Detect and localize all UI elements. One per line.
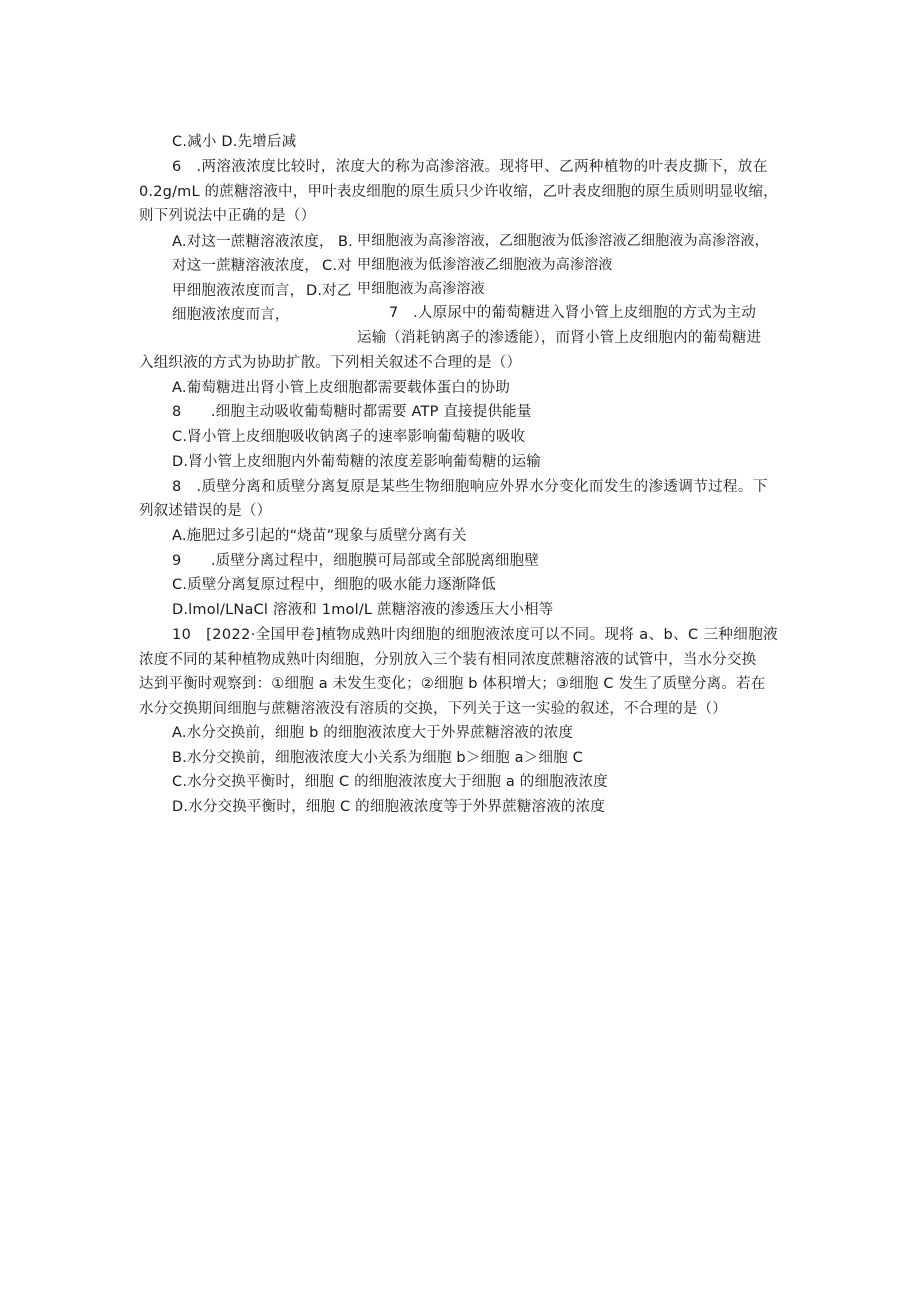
question-6-line: 6 .两溶液浓度比较时，浓度大的称为高渗溶液。现将甲、乙两种植物的叶表皮撕下，放在 xyxy=(172,159,768,175)
option-line: B.水分交换前，细胞液浓度大小关系为细胞 b＞细胞 a＞细胞 C xyxy=(172,750,583,766)
question-7-line: 运输（消耗钠离子的渗透能），而肾小管上皮细胞内的葡萄糖进 xyxy=(357,330,762,346)
question-7-line: 7 .人原尿中的葡萄糖进入肾小管上皮细胞的方式为主动 xyxy=(389,305,757,321)
option-line: A.施肥过多引起的“烧苗”现象与质壁分离有关 xyxy=(172,528,467,544)
option-text-fragment: 甲细胞液为高渗溶液 xyxy=(357,281,485,297)
option-line: D.水分交换平衡时，细胞 C 的细胞液浓度等于外界蔗糖溶液的浓度 xyxy=(172,799,606,815)
option-line: A.葡萄糖进出肾小管上皮细胞都需要载体蛋白的协助 xyxy=(172,380,511,396)
option-b-fragment: B. xyxy=(338,234,353,250)
option-text-fragment: 甲细胞液为高渗溶液，乙细胞液为低渗溶液乙细胞液为高渗溶液， xyxy=(357,233,769,249)
option-line: C.质壁分离复原过程中，细胞的吸水能力逐渐降低 xyxy=(172,577,496,593)
option-a-fragment: A.对这一蔗糖溶液浓度， xyxy=(172,234,334,250)
question-10-line: 浓度不同的某种植物成熟叶肉细胞，分别放入三个装有相同浓度蔗糖溶液的试管中，当水分交换 xyxy=(139,652,757,668)
question-7-line: 入组织液的方式为协助扩散。下列相关叙述不合理的是（） xyxy=(139,355,522,371)
question-8-line: 列叙述错误的是（） xyxy=(139,503,272,519)
option-line: C.减小 D.先增后减 xyxy=(172,134,297,150)
option-line: C.肾小管上皮细胞吸收钠离子的速率影响葡萄糖的吸收 xyxy=(172,429,526,445)
option-line: D.肾小管上皮细胞内外葡萄糖的浓度差影响葡萄糖的运输 xyxy=(172,454,541,470)
option-text-fragment: 甲细胞液为低渗溶液乙细胞液为高渗溶液 xyxy=(357,257,613,273)
option-text-fragment: 对这一蔗糖溶液浓度， xyxy=(172,258,319,274)
option-line: D.lmol/LNaCl 溶液和 1mol/L 蔗糖溶液的渗透压大小相等 xyxy=(172,602,554,618)
question-10-line: 10 [2022·全国甲卷]植物成熟叶肉细胞的细胞液浓度可以不同。现将 a、b、C 三种细胞液 xyxy=(172,627,779,643)
option-d-fragment: D.对乙 xyxy=(306,283,352,299)
question-10-line: 水分交换期间细胞与蔗糖溶液没有溶质的交换，下列关于这一实验的叙述，不合理的是（） xyxy=(139,701,727,717)
option-line: 8 .细胞主动吸收葡萄糖时都需要 ATP 直接提供能量 xyxy=(172,404,532,420)
question-10-line: 达到平衡时观察到：①细胞 a 未发生变化；②细胞 b 体积增大；③细胞 C 发生了质壁分离。若在 xyxy=(139,676,766,692)
option-line: C.水分交换平衡时，细胞 C 的细胞液浓度大于细胞 a 的细胞液浓度 xyxy=(172,774,608,790)
option-line: A.水分交换前，细胞 b 的细胞液浓度大于外界蔗糖溶液的浓度 xyxy=(172,725,574,741)
question-6-line: 则下列说法中正确的是（） xyxy=(139,208,316,224)
option-text-fragment: 细胞液浓度而言， xyxy=(172,307,290,323)
question-8-line: 8 .质壁分离和质壁分离复原是某些生物细胞响应外界水分变化而发生的渗透调节过程。下 xyxy=(172,479,768,495)
option-line: 9 .质壁分离过程中，细胞膜可局部或全部脱离细胞壁 xyxy=(172,553,540,569)
option-c-fragment: C.对 xyxy=(322,258,352,274)
question-6-line: 0.2g/mL 的蔗糖溶液中，甲叶表皮细胞的原生质只少许收缩，乙叶表皮细胞的原生质则明显收缩， xyxy=(139,184,778,200)
option-text-fragment: 甲细胞液浓度而言， xyxy=(172,283,305,299)
